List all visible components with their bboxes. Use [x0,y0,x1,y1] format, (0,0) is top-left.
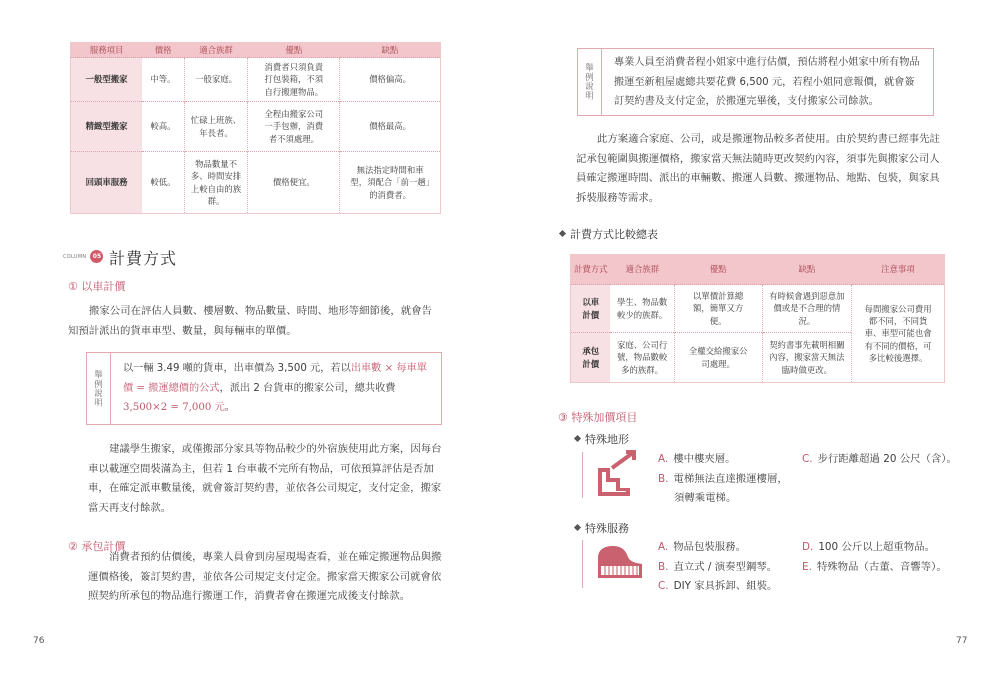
section-number: ① [68,280,78,293]
cons-cell: 價格最高。 [340,102,441,152]
column-badge [63,250,103,263]
column-number: 05 [90,250,103,263]
body-paragraph: 建議學生搬家，或僅搬部分家具等物品較少的外宿族使用此方案，因每台車以載運空間裝滿為主，但若 1 台車載不完所有物品，可依預算評估是否加車，在確定派車數量後，就會簽訂契約書，並依各公司規定，支付定金，搬家當天再支付餘款。 [88,443,442,514]
cons-cell: 價格偏高。 [340,58,441,102]
calc-text: 3,500×2 = 7,000 元 [123,402,225,413]
section-title: 特殊加價項目 [571,411,638,424]
pros-cell: 全權交給搬家公司處理。 [674,333,762,383]
table-header: 優點 [248,43,340,58]
table-header: 優點 [674,255,762,285]
example-box [577,48,934,116]
example-text: 以一輛 3.49 噸的貨車，出車價為 3,500 元，若以出車數 × 每車單價 = 搬運總價的公式，派出 2 台貨車的搬家公司，總共收費3,500×2 = 7,000 元。 [123,363,427,413]
table-header: 服務項目 [71,43,143,58]
group-cell: 一般家庭。 [184,58,248,102]
body-paragraph: 搬家公司在評估人員數、樓層數、物品數量、時間、地形等細節後，就會告知預計派出的貨車車型、數量，與每輛車的單價。 [68,305,432,337]
group-cell: 忙碌上班族、年長者。 [184,102,248,152]
divider-line [582,452,583,498]
example-box [86,352,442,425]
group-cell: 物品數量不多、時間安排上較自由的族群。 [184,152,248,214]
group-cell: 家庭、公司行號，物品數較多的族群。 [610,333,674,383]
table-heading: 計費方式比較總表 [560,226,658,242]
cons-cell: 契約書事先載明相關內容，搬家當天無法臨時做更改。 [762,333,852,383]
page-number: 76 [33,636,45,646]
pros-cell: 全程由搬家公司一手包辦，消費者不須處理。 [248,102,340,152]
subsection-heading: 特殊服務 [575,520,629,536]
body-paragraph: 消費者預約估價後，專業人員會到房屋現場查看，並在確定搬運物品與搬運價格後，簽訂契約書，並依各公司規定支付定金。搬家當天搬家公司就會依照契約所承包的物品進行搬運工作，消費者會在搬運完成後支付餘款。 [88,551,442,602]
column-label: COLUMN [63,253,87,260]
diamond-bullet-icon [574,435,581,442]
row-label: 以車計價 [571,285,611,333]
table-header: 計費方式 [571,255,611,285]
cons-cell: 有時候會遇到惡意加價或是不合理的情況。 [762,285,852,333]
compare-table [570,254,945,383]
example-label: 舉例說明 [578,49,602,115]
service-table [70,42,441,214]
example-label: 舉例說明 [87,353,111,424]
example-text: 專業人員至消費者程小姐家中進行估價，預估將程小姐家中所有物品搬運至新租屋處總共要花費 6,500 元，若程小姐同意報價，就會簽訂契約書及支付定金，於搬運完畢後，支付搬家公司餘款。 [614,57,920,107]
table-header: 注意事項 [852,255,945,285]
pros-cell: 消費者只須負責打包裝箱，不須自行搬運物品。 [248,58,340,102]
section-heading [558,409,637,425]
stairs-icon [596,450,642,496]
section-number: ③ [558,411,568,424]
list-item: B. 電梯無法直達搬運樓層，須轉乘電梯。 [658,472,788,504]
terrain-list [802,450,972,470]
table-header: 適合族群 [184,43,248,58]
list-item: A. 樓中樓夾層。 [658,453,736,465]
note-cell: 每間搬家公司費用都不同，不同貨車、車型可能也會有不同的價格，可多比較後選擇。 [852,285,945,383]
column-title: 計費方式 [109,249,178,268]
table-header: 缺點 [340,43,441,58]
divider-line [582,540,583,588]
table-row [571,285,945,333]
table-row [71,152,441,214]
table-header: 價格 [142,43,184,58]
price-cell: 中等。 [142,58,184,102]
pros-cell: 價格便宜。 [248,152,340,214]
row-label: 承包計價 [571,333,611,383]
formula-text: 出車數 × 每車單價 = 搬運總價的公式 [123,363,427,394]
cons-cell: 無法指定時間和車型，須配合「前一趟」的消費者。 [340,152,441,214]
group-cell: 學生、物品數較少的族群。 [610,285,674,333]
piano-icon [596,544,644,580]
pros-cell: 以單價計算總額，簡單又方便。 [674,285,762,333]
list-item: B. 直立式 / 演奏型鋼琴。 [658,560,778,573]
terrain-list [658,450,793,509]
table-header: 缺點 [762,255,852,285]
price-cell: 較低。 [142,152,184,214]
page-number: 77 [956,636,968,646]
service-list [658,538,798,597]
row-label: 精緻型搬家 [71,102,143,152]
section-title: 以車計價 [81,280,126,293]
list-item: C. DIY 家具拆卸、組裝。 [658,580,778,592]
section-title: 承包計價 [81,540,126,553]
list-item: C. 步行距離超過 20 公尺（含）。 [802,453,957,465]
price-cell: 較高。 [142,102,184,152]
table-row [71,58,441,102]
list-item: E. 特殊物品（古董、音響等）。 [802,560,947,573]
table-row [71,102,441,152]
section-heading [68,278,125,294]
diamond-bullet-icon [559,230,566,237]
service-list [802,538,972,577]
body-paragraph: 此方案適合家庭、公司，或是搬運物品較多者使用。由於契約書已經事先註記承包範圍與搬運價格，搬家當天無法隨時更改契約內容，須事先與搬家公司人員確定搬運時間、派出的車輛數、搬運人員數、搬運物品、地點、包裝，與家具拆裝服務等需求。 [576,133,940,204]
list-item: D. 100 公斤以上超重物品。 [802,541,935,553]
subsection-heading: 特殊地形 [575,431,629,447]
list-item: A. 物品包裝服務。 [658,541,746,553]
section-number: ② [68,540,78,553]
table-header: 適合族群 [610,255,674,285]
diamond-bullet-icon [574,524,581,531]
row-label: 回頭車服務 [71,152,143,214]
right-page [500,0,1000,677]
row-label: 一般型搬家 [71,58,143,102]
